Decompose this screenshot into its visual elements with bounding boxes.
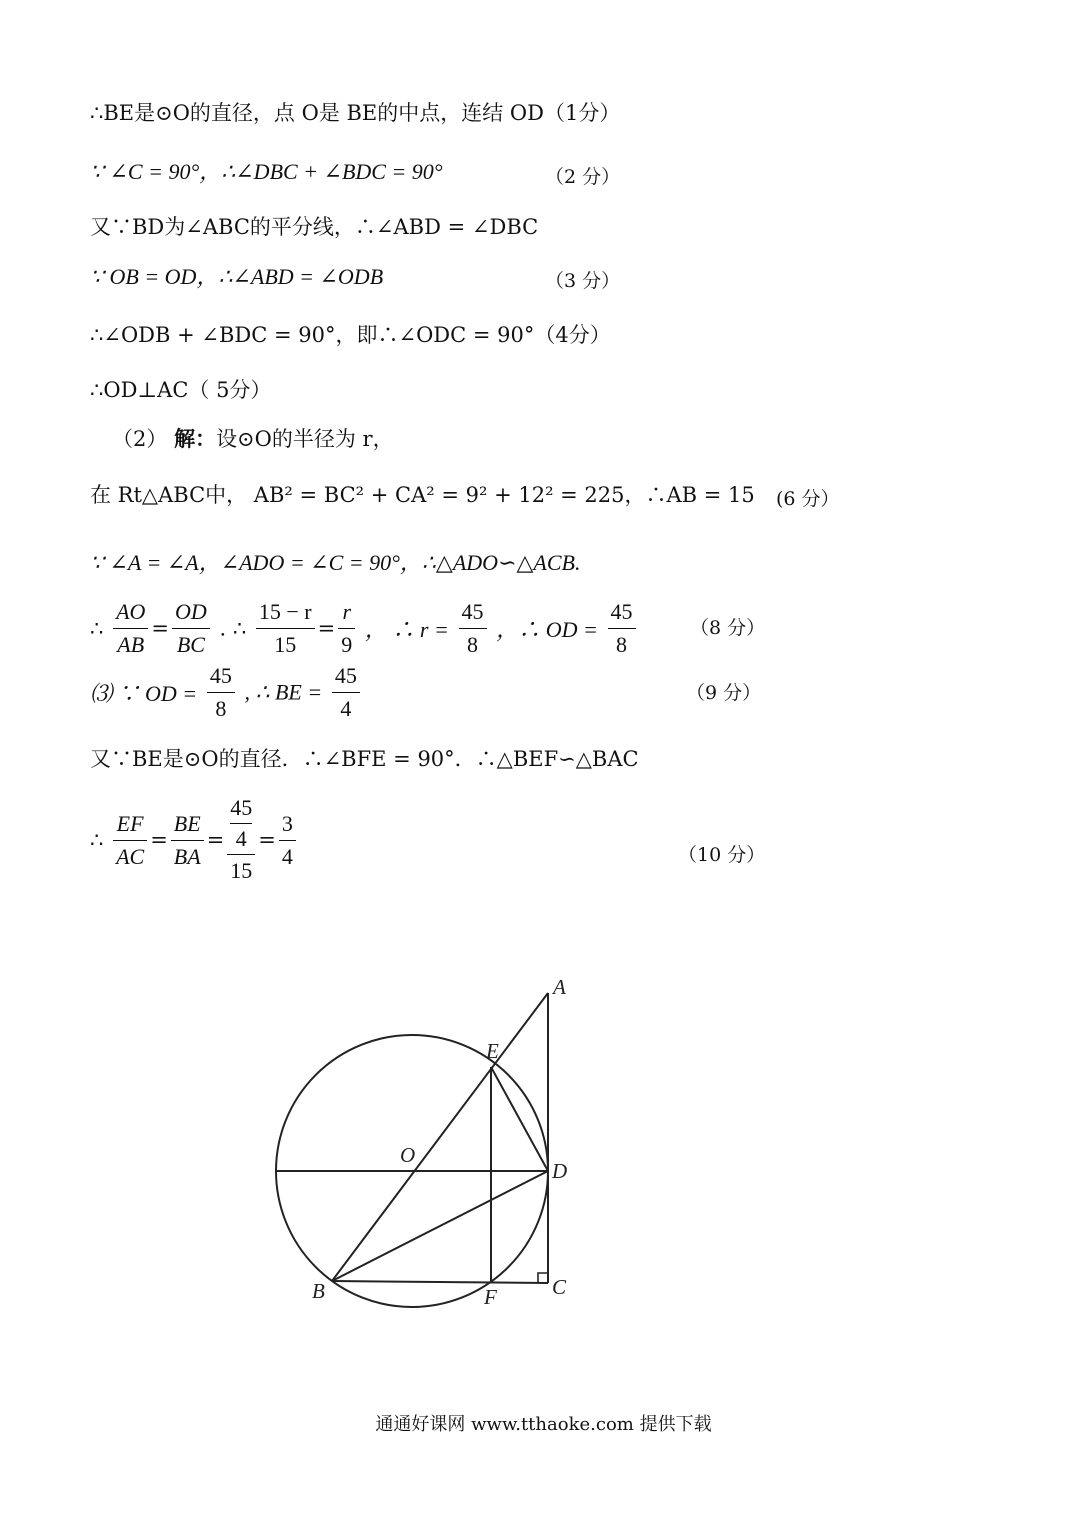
fraction-denominator: AB: [117, 632, 145, 657]
label-o: O: [400, 1143, 416, 1167]
fraction-denominator: BA: [173, 843, 201, 869]
ratio-connector-3: ，∴ OD =: [496, 617, 598, 642]
score-3: （3 分）: [545, 270, 621, 292]
score-9: （9 分）: [686, 682, 762, 704]
fraction-denominator: 9: [341, 632, 353, 657]
nested-numerator: 45: [230, 793, 252, 824]
similarity-text: ∵ ∠A = ∠A，∠ADO = ∠C = 90°，∴△ADO∽△ACB.: [90, 550, 581, 575]
therefore-sign: ∴: [90, 616, 104, 641]
fraction-denominator: 8: [616, 632, 628, 657]
proof-step-1: ∴BE是⊙O的直径，点 O是 BE的中点，连结 OD（1分）: [90, 101, 621, 125]
fraction-denominator: BC: [176, 632, 205, 657]
label-a: A: [553, 975, 566, 999]
fraction-denominator: 15: [230, 858, 253, 883]
part-2-number: （2）: [112, 427, 168, 451]
segment-bc: [332, 1281, 548, 1283]
equals-sign: =: [317, 616, 336, 641]
segment-bd: [332, 1171, 548, 1281]
fraction-denominator: 4: [281, 843, 293, 869]
fraction-denominator: 8: [215, 696, 227, 721]
label-e: E: [486, 1039, 499, 1063]
nested-numerator-denominator: 4: [235, 826, 247, 851]
pythagoras-line: 在 Rt△ABC中， AB² = BC² + CA² = 9² + 12² = 225，∴AB = 15: [90, 483, 755, 507]
fraction-numerator: 45: [207, 660, 235, 693]
fraction-denominator: 4: [340, 696, 352, 721]
fraction-denominator: 8: [467, 632, 479, 657]
fraction-numerator: 15 − r: [256, 596, 315, 629]
equals-sign: =: [258, 828, 276, 852]
score-6: (6 分）: [776, 488, 840, 510]
fraction-numerator: EF: [113, 808, 147, 841]
proof-step-2-text: ∵ ∠C = 90°，∴∠DBC + ∠BDC = 90°: [90, 159, 443, 184]
part-2-setup: 设⊙O的半径为 r，: [216, 427, 394, 451]
equals-sign: =: [150, 828, 168, 852]
proof-step-6: ∴OD⊥AC（ 5分）: [90, 378, 272, 402]
fraction-numerator: 45: [608, 596, 636, 629]
segment-ba: [332, 993, 548, 1281]
equals-sign: =: [206, 828, 225, 852]
fraction-numerator: BE: [171, 808, 204, 841]
proof-step-5: ∴∠ODB + ∠BDC = 90°，即∴∠ODC = 90°（4分）: [90, 323, 611, 347]
label-f: F: [484, 1285, 497, 1309]
label-b: B: [312, 1279, 325, 1303]
fraction-numerator: 45: [332, 660, 360, 693]
proof-step-3: 又∵BD为∠ABC的平分线，∴∠ABD = ∠DBC: [90, 215, 539, 239]
equals-sign: =: [151, 616, 169, 641]
label-c: C: [552, 1275, 567, 1299]
fraction-numerator: 3: [279, 808, 296, 841]
segment-ed: [491, 1067, 548, 1171]
ratio-connector-2: ， ∴ r =: [364, 617, 449, 642]
score-2: （2 分）: [545, 166, 621, 188]
fraction-numerator: 45: [459, 596, 487, 629]
fraction-numerator: r: [338, 596, 355, 629]
fraction-denominator: AC: [116, 843, 145, 869]
fraction-denominator: 15: [274, 632, 297, 657]
label-d: D: [552, 1159, 568, 1183]
therefore-sign: ∴: [90, 828, 104, 852]
score-10: （10 分）: [678, 844, 766, 866]
solution-label: 解：: [174, 426, 217, 451]
proof-step-4-text: ∵ OB = OD，∴∠ABD = ∠ODB: [90, 264, 384, 289]
right-angle-mark: [538, 1273, 548, 1283]
fraction-numerator: AO: [113, 596, 148, 629]
score-8: （8 分）: [690, 617, 766, 639]
footer-source: 通通好课网 www.tthaoke.com 提供下载: [375, 1414, 712, 1435]
part-3-od: ⑶ ∵ OD =: [90, 681, 198, 706]
ratio-connector-1: . ∴: [219, 616, 247, 641]
part-3-be: , ∴ BE =: [244, 679, 323, 705]
right-angle-line: 又∵BE是⊙O的直径．∴∠BFE = 90°．∴△BEF∽△BAC: [90, 747, 639, 771]
fraction-numerator: OD: [172, 596, 210, 629]
